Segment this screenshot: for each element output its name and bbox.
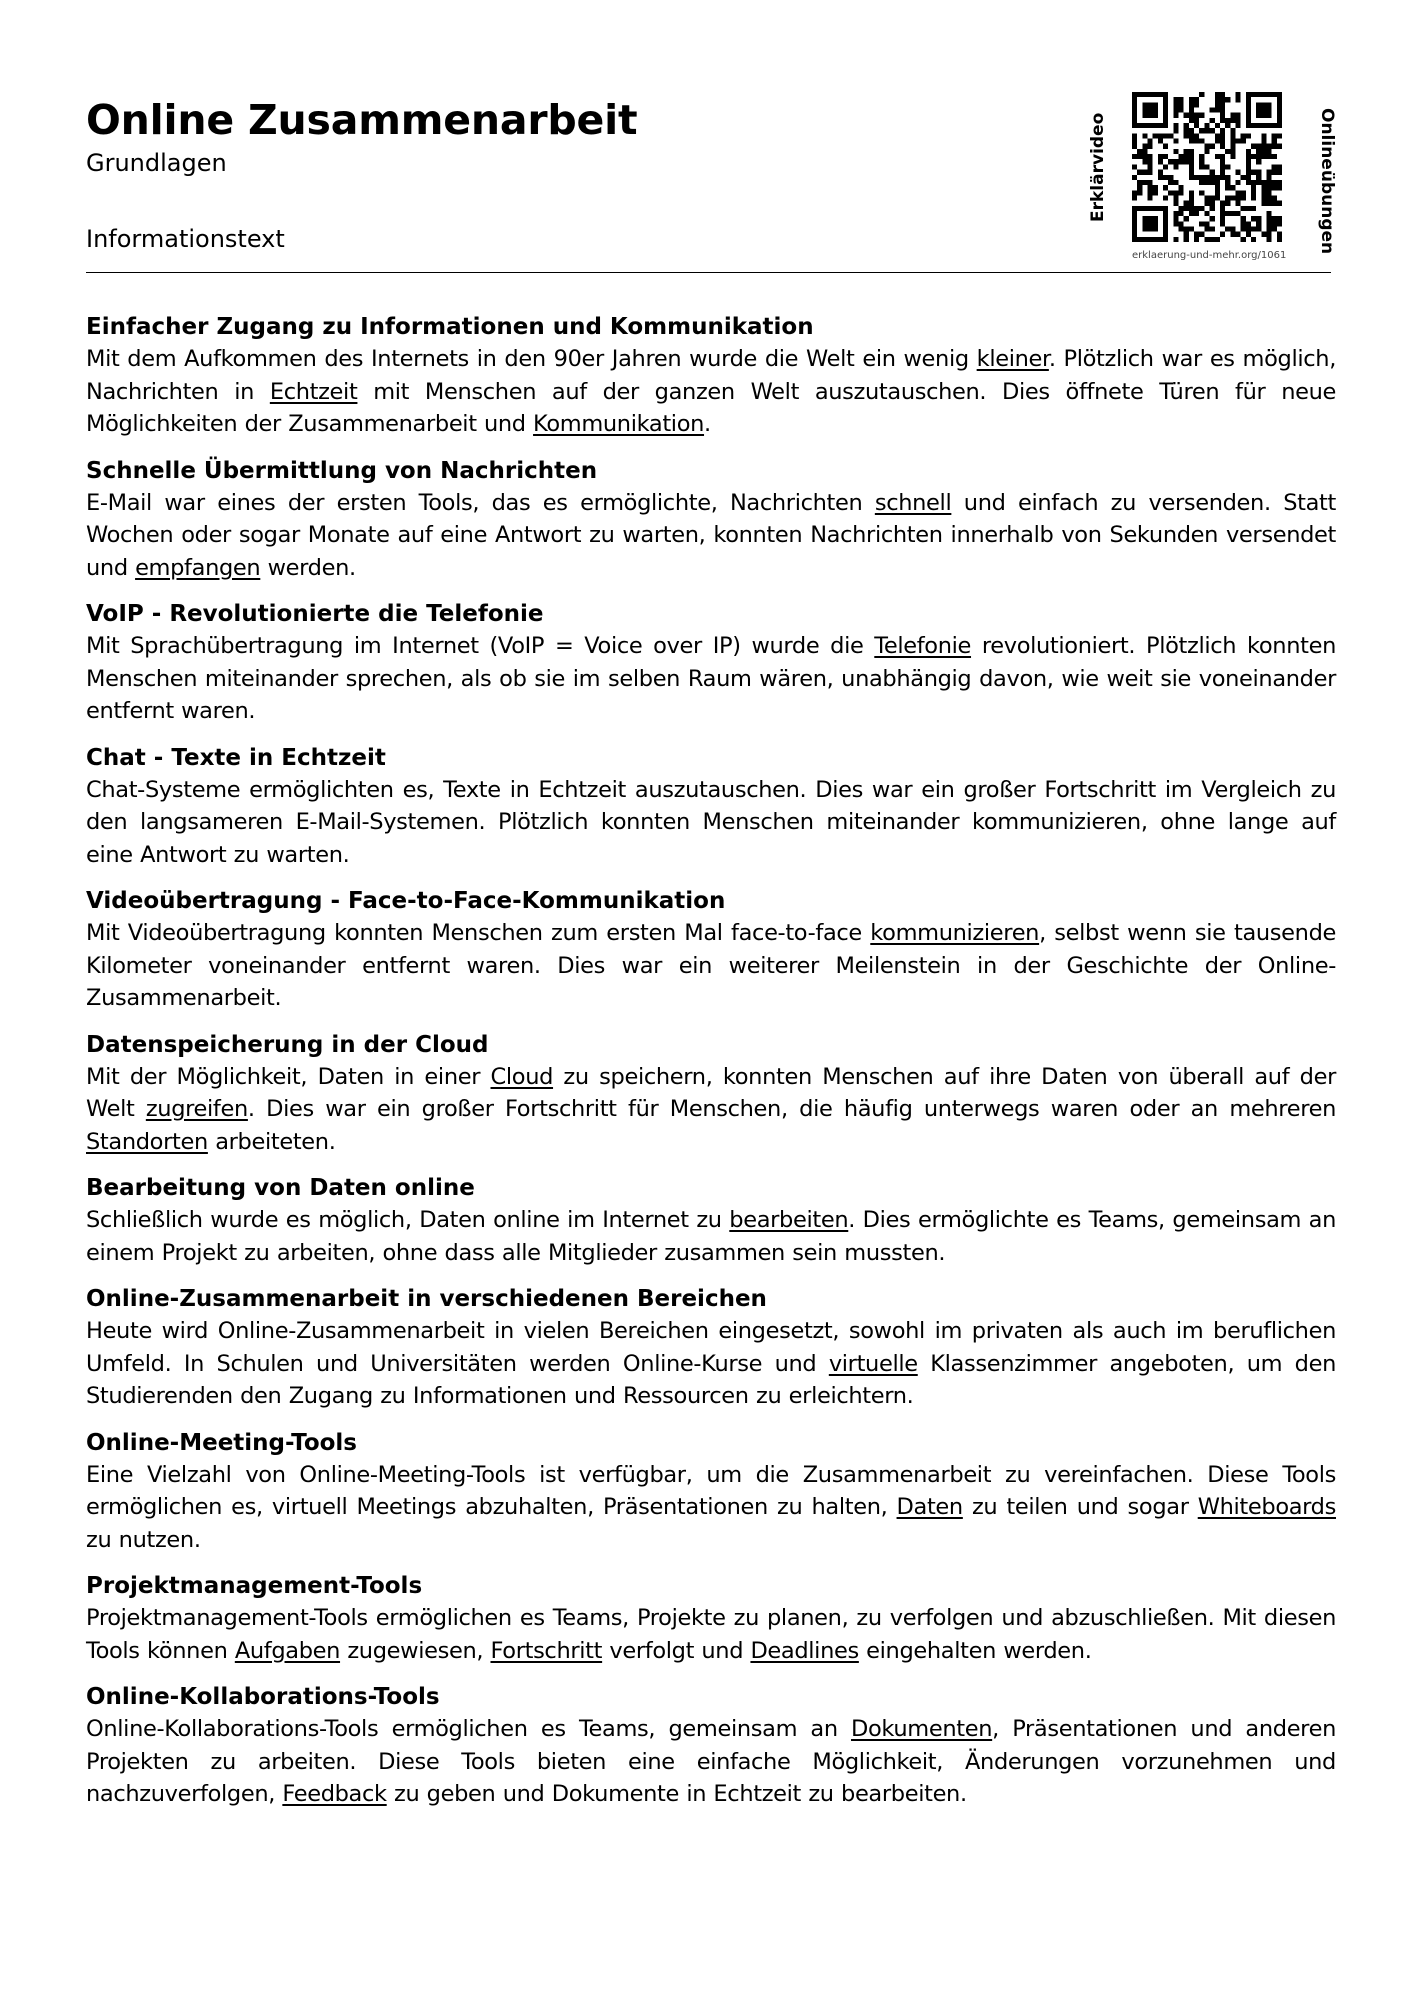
text-section	[86, 1030, 1336, 1159]
glossary-term: Deadlines	[750, 1637, 859, 1664]
section-heading: Online-Zusammenarbeit in verschiedenen Bereichen	[86, 1286, 767, 1312]
text-run: Chat-Systeme ermöglichten es, Texte in Echtzeit auszutauschen. Dies war ein großer Fortschritt im Vergleich zu den langsameren E-Mail-Systemen. Plötzlich konnten Menschen miteinander kommunizieren, ohne lange auf eine Antwort zu warten.	[86, 776, 1336, 868]
text-run: zu nutzen.	[86, 1526, 201, 1553]
section-paragraph	[86, 1459, 1336, 1557]
section-paragraph	[86, 1204, 1336, 1269]
text-run: revolutioniert. Plötzlich konnten Menschen miteinander sprechen, als ob sie im selben Raum wären, unabhängig davon, wie weit sie voneinander entfernt waren.	[86, 633, 1336, 724]
text-run: zu speichern, konnten Menschen auf ihre Daten von überall auf der Welt	[86, 1063, 1336, 1122]
section-heading: Schnelle Übermittlung von Nachrichten	[86, 457, 598, 484]
section-heading: Projektmanagement-Tools	[86, 1573, 423, 1599]
text-run: Klassenzimmer angeboten, um den Studierenden den Zugang zu Informationen und Ressourcen zu erleichtern.	[86, 1350, 1336, 1409]
text-run: mit Menschen auf der ganzen Welt auszutauschen. Dies öffnete Türen für neue Möglichkeiten der Zusammenarbeit und	[86, 378, 1337, 437]
text-run: Eine Vielzahl von Online-Meeting-Tools ist verfügbar, um die Zusammenarbeit zu vereinfachen. Diese Tools ermöglichen es, virtuell Meetings abzuhalten, Präsentationen zu halten,	[86, 1461, 1336, 1520]
glossary-term: Kommunikation	[533, 411, 705, 437]
text-section	[86, 312, 1336, 441]
document-type-label: Informationstext	[86, 225, 285, 253]
text-run: zu geben und Dokumente in Echtzeit zu bearbeiten.	[386, 1781, 967, 1807]
section-heading: Videoübertragung - Face-to-Face-Kommunikation	[86, 888, 726, 914]
section-paragraph	[86, 1061, 1336, 1159]
section-heading: VoIP - Revolutionierte die Telefonie	[86, 601, 544, 627]
text-run: .	[704, 411, 711, 437]
text-section	[86, 886, 1336, 1015]
glossary-term: zugreifen	[145, 1096, 248, 1122]
glossary-term: kleiner	[976, 346, 1049, 372]
section-heading: Datenspeicherung in der Cloud	[86, 1031, 489, 1058]
section-paragraph	[86, 487, 1336, 585]
qr-url-text: erklaerung-und-mehr.org/1061	[1132, 250, 1287, 261]
explainer-video-label: Erklärvideo	[1088, 112, 1108, 222]
section-heading: Online-Meeting-Tools	[86, 1429, 357, 1456]
text-run: zu teilen und sogar	[962, 1494, 1198, 1520]
qr-code-icon[interactable]	[1132, 92, 1282, 242]
text-run: Mit dem Aufkommen des Internets in den 90er Jahren wurde die Welt ein wenig	[86, 346, 977, 372]
text-run: und einfach zu versenden. Statt Wochen oder sogar Monate auf eine Antwort zu warten, konnten Nachrichten innerhalb von Sekunden versendet und	[86, 489, 1336, 581]
glossary-term: Telefonie	[874, 633, 972, 659]
section-paragraph	[86, 343, 1336, 441]
page-subtitle: Grundlagen	[86, 149, 227, 177]
section-paragraph	[86, 1315, 1336, 1413]
glossary-term: Aufgaben	[234, 1637, 341, 1664]
glossary-term: Whiteboards	[1197, 1494, 1336, 1520]
section-paragraph	[86, 1602, 1336, 1667]
text-run: Heute wird Online-Zusammenarbeit in vielen Bereichen eingesetzt, sowohl im privaten als auch im beruflichen Umfeld. In Schulen und Universitäten werden Online-Kurse und	[86, 1318, 1336, 1377]
document-body	[86, 312, 1336, 1826]
section-heading: Online-Kollaborations-Tools	[86, 1684, 440, 1710]
glossary-term: kommunizieren	[870, 920, 1040, 946]
online-exercises-label: Onlineübungen	[1317, 108, 1337, 255]
text-run: arbeiteten.	[207, 1128, 336, 1155]
text-run: , Präsentationen und anderen Projekten zu arbeiten. Diese Tools bieten eine einfache Möglichkeit, Änderungen vorzunehmen und nachzuverfolgen,	[86, 1716, 1336, 1807]
text-section	[86, 1428, 1336, 1557]
section-heading: Bearbeitung von Daten online	[86, 1175, 475, 1201]
text-run: , selbst wenn sie tausende Kilometer voneinander entfernt waren. Dies war ein weiterer Meilenstein in der Geschichte der Online-Zusammenarbeit.	[86, 920, 1336, 1011]
section-heading: Einfacher Zugang zu Informationen und Kommunikation	[86, 314, 814, 340]
glossary-term: Feedback	[282, 1781, 387, 1807]
header-divider	[86, 272, 1331, 273]
section-paragraph	[86, 917, 1336, 1015]
glossary-term: Echtzeit	[269, 378, 358, 405]
qr-code-block	[1088, 92, 1337, 268]
text-run: . Dies ermöglichte es Teams, gemeinsam an einem Projekt zu arbeiten, ohne dass alle Mitglieder zusammen sein mussten.	[86, 1207, 1336, 1266]
glossary-term: Cloud	[490, 1063, 554, 1090]
text-section	[86, 456, 1336, 585]
text-section	[86, 599, 1336, 728]
glossary-term: bearbeiten	[729, 1207, 849, 1233]
text-run: Schließlich wurde es möglich, Daten online im Internet zu	[86, 1207, 730, 1233]
text-section	[86, 743, 1336, 872]
glossary-term: Daten	[896, 1494, 963, 1520]
glossary-term: schnell	[874, 489, 952, 516]
section-paragraph	[86, 1713, 1336, 1811]
glossary-term: Standorten	[86, 1128, 208, 1155]
glossary-term: Fortschritt	[490, 1637, 603, 1664]
text-run: Mit Videoübertragung konnten Menschen zum ersten Mal face-to-face	[86, 920, 871, 946]
text-section	[86, 1682, 1336, 1811]
text-run: werden.	[260, 554, 356, 581]
text-run: zugewiesen,	[340, 1637, 491, 1664]
text-section	[86, 1571, 1336, 1667]
section-paragraph	[86, 630, 1336, 728]
text-run: Projektmanagement-Tools ermöglichen es Teams, Projekte zu planen, zu verfolgen und abzuschließen. Mit diesen Tools können	[86, 1605, 1336, 1664]
text-run: verfolgt und	[602, 1637, 751, 1664]
text-section	[86, 1173, 1336, 1269]
text-run: E-Mail war eines der ersten Tools, das es ermöglichte, Nachrichten	[86, 489, 875, 516]
page-title: Online Zusammenarbeit	[86, 96, 638, 144]
text-section	[86, 1284, 1336, 1413]
text-run: . Plötzlich war es möglich, Nachrichten in	[86, 346, 1336, 405]
glossary-term: virtuelle	[828, 1350, 918, 1377]
text-run: eingehalten werden.	[858, 1637, 1092, 1664]
section-heading: Chat - Texte in Echtzeit	[86, 744, 386, 771]
section-paragraph	[86, 774, 1336, 872]
text-run: . Dies war ein großer Fortschritt für Menschen, die häufig unterwegs waren oder an mehreren	[247, 1096, 1336, 1122]
text-run: Online-Kollaborations-Tools ermöglichen es Teams, gemeinsam an	[86, 1716, 852, 1742]
glossary-term: empfangen	[135, 554, 261, 581]
glossary-term: Dokumenten	[851, 1716, 993, 1742]
text-run: Mit der Möglichkeit, Daten in einer	[86, 1063, 491, 1090]
text-run: Mit Sprachübertragung im Internet (VoIP = Voice over IP) wurde die	[86, 633, 875, 659]
